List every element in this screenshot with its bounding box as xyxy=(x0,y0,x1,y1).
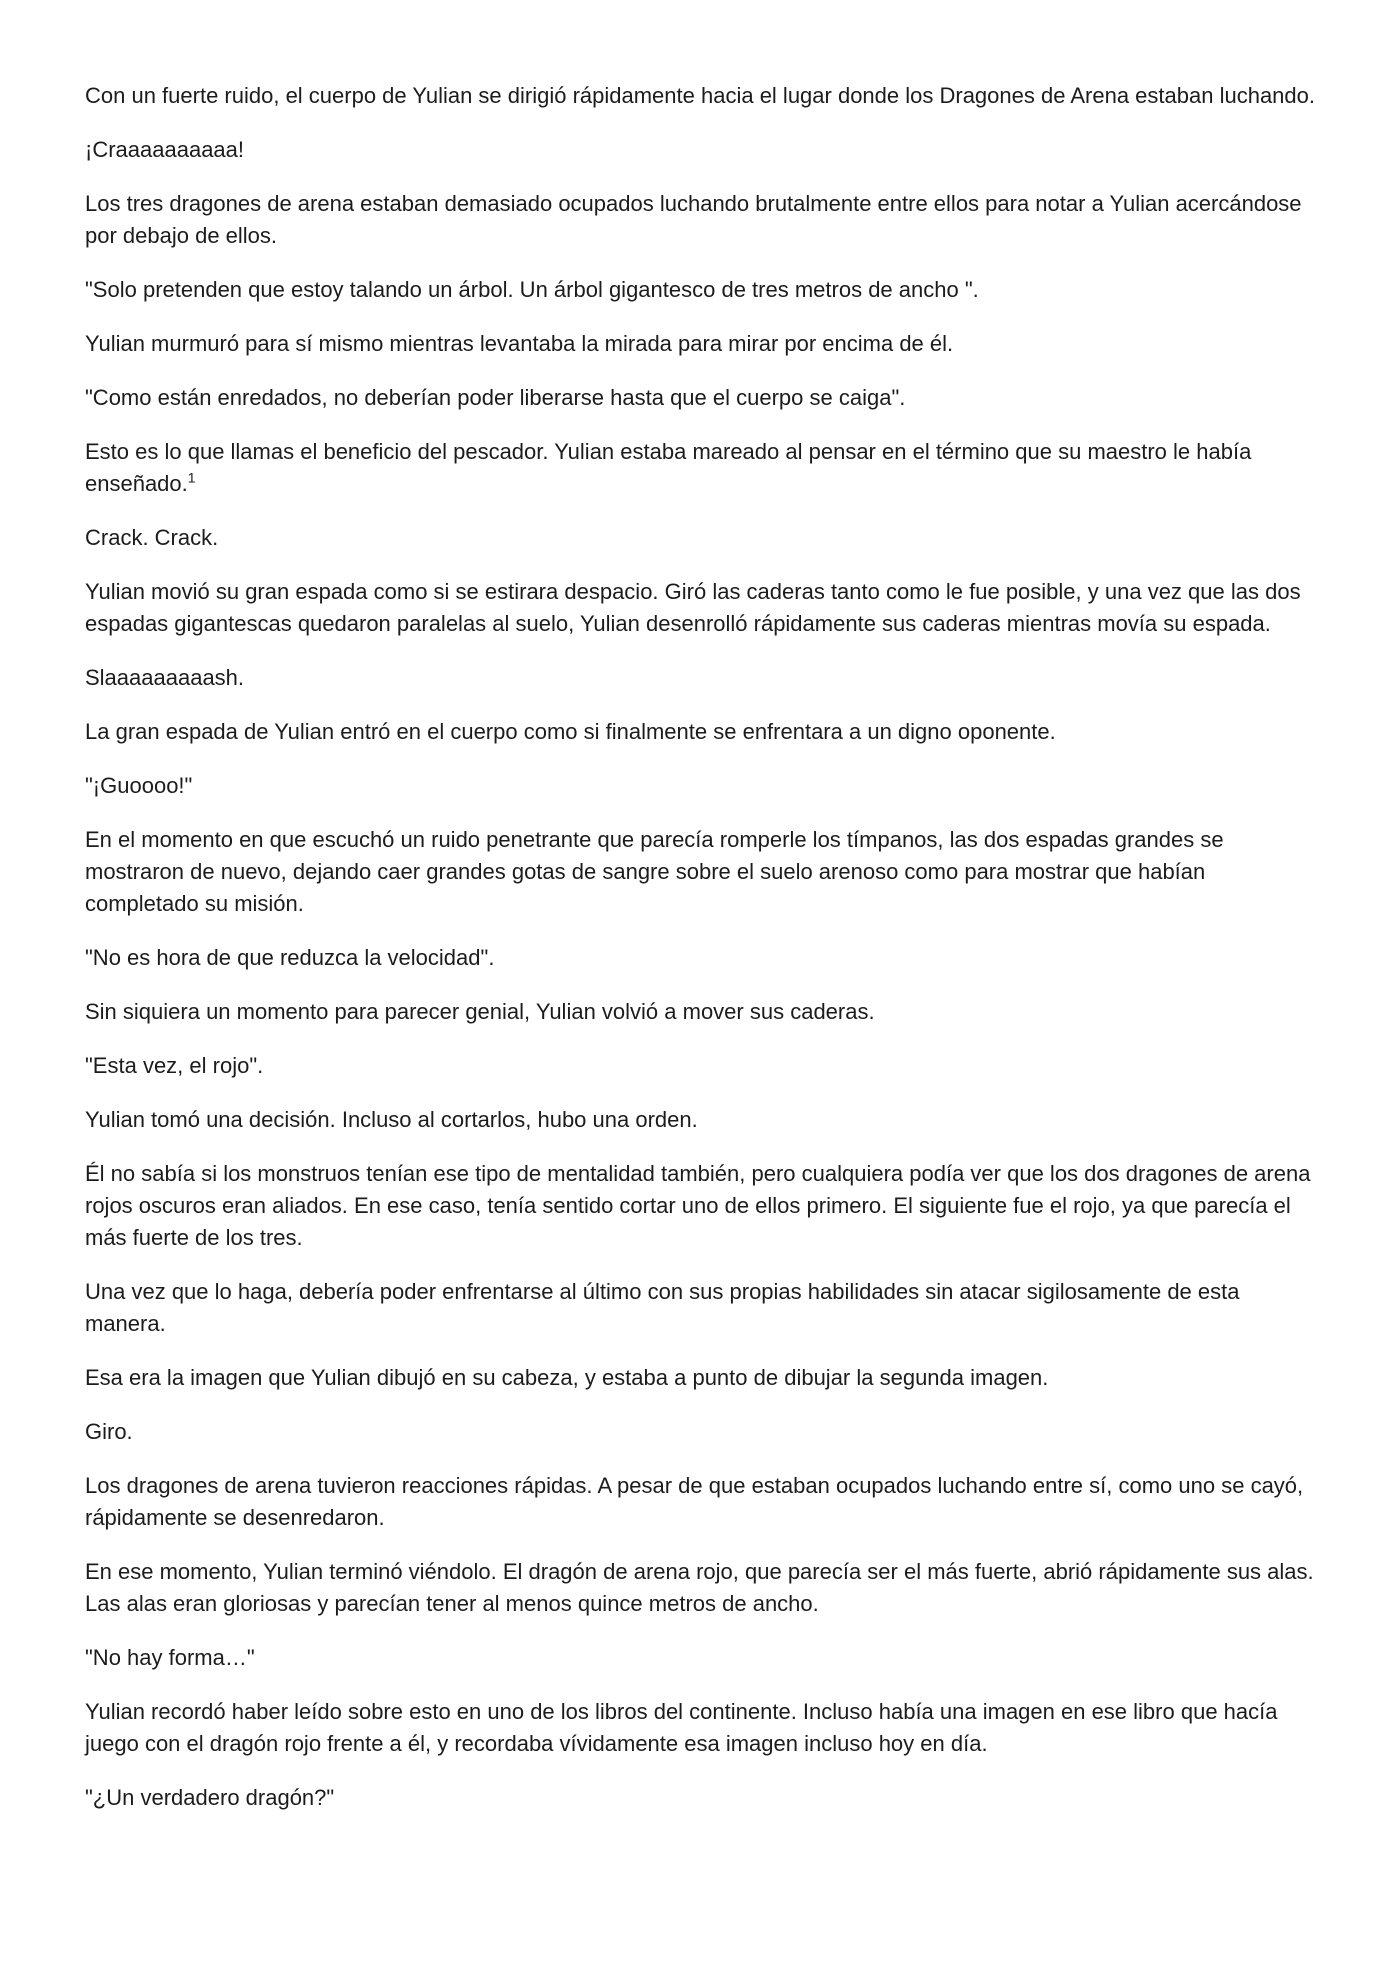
paragraph-14: "No es hora de que reduzca la velocidad". xyxy=(85,945,495,970)
paragraph-8: Crack. Crack. xyxy=(85,525,219,550)
paragraph-13: En el momento en que escuchó un ruido penetrante que parecía romperle los tímpanos, las dos espadas grandes se mostraron de nuevo, dejando caer grandes gotas de sangre sobre el suelo arenoso como para mostrar que habían completado su misión. xyxy=(85,827,1224,916)
paragraph-3: Los tres dragones de arena estaban demasiado ocupados luchando brutalmente entre ellos para notar a Yulian acercándose por debajo de ellos. xyxy=(85,191,1302,248)
paragraph-23: En ese momento, Yulian terminó viéndolo. El dragón de arena rojo, que parecía ser el más fuerte, abrió rápidamente sus alas. Las alas eran gloriosas y parecían tener al menos quince metros de ancho. xyxy=(85,1559,1314,1616)
paragraph-1: Con un fuerte ruido, el cuerpo de Yulian se dirigió rápidamente hacia el lugar donde los Dragones de Arena estaban luchando. xyxy=(85,83,1315,108)
paragraph-15: Sin siquiera un momento para parecer genial, Yulian volvió a mover sus caderas. xyxy=(85,999,875,1024)
document-page xyxy=(85,80,1325,1836)
paragraph-22: Los dragones de arena tuvieron reacciones rápidas. A pesar de que estaban ocupados luchando entre sí, como uno se cayó, rápidamente se desenredaron. xyxy=(85,1473,1304,1530)
paragraph-16: "Esta vez, el rojo". xyxy=(85,1053,264,1078)
paragraph-4: "Solo pretenden que estoy talando un árbol. Un árbol gigantesco de tres metros de ancho ". xyxy=(85,277,979,302)
paragraph-20: Esa era la imagen que Yulian dibujó en su cabeza, y estaba a punto de dibujar la segunda imagen. xyxy=(85,1365,1049,1390)
paragraph-5: Yulian murmuró para sí mismo mientras levantaba la mirada para mirar por encima de él. xyxy=(85,331,954,356)
paragraph-24: "No hay forma…" xyxy=(85,1645,255,1670)
paragraph-17: Yulian tomó una decisión. Incluso al cortarlos, hubo una orden. xyxy=(85,1107,698,1132)
paragraph-7 xyxy=(85,436,1325,500)
paragraph-9: Yulian movió su gran espada como si se estirara despacio. Giró las caderas tanto como le fue posible, y una vez que las dos espadas gigantescas quedaron paralelas al suelo, Yulian desenrolló rápidamente sus caderas mientras movía su espada. xyxy=(85,579,1301,636)
paragraph-11: La gran espada de Yulian entró en el cuerpo como si finalmente se enfrentara a un digno oponente. xyxy=(85,719,1056,744)
paragraph-25: Yulian recordó haber leído sobre esto en uno de los libros del continente. Incluso había una imagen en ese libro que hacía juego con el dragón rojo frente a él, y recordaba vívidamente esa imagen incluso hoy en día. xyxy=(85,1699,1278,1756)
footnote-reference: 1 xyxy=(187,469,196,486)
paragraph-12: "¡Guoooo!" xyxy=(85,773,193,798)
paragraph-21: Giro. xyxy=(85,1419,133,1444)
paragraph-19: Una vez que lo haga, debería poder enfrentarse al último con sus propias habilidades sin atacar sigilosamente de esta manera. xyxy=(85,1279,1240,1336)
paragraph-2: ¡Craaaaaaaaaa! xyxy=(85,137,245,162)
paragraph-7-text: Esto es lo que llamas el beneficio del pescador. Yulian estaba mareado al pensar en el término que su maestro le había enseñado. xyxy=(85,439,1252,496)
paragraph-6: "Como están enredados, no deberían poder liberarse hasta que el cuerpo se caiga". xyxy=(85,385,906,410)
paragraph-10: Slaaaaaaaaash. xyxy=(85,665,245,690)
paragraph-18: Él no sabía si los monstruos tenían ese tipo de mentalidad también, pero cualquiera podía ver que los dos dragones de arena rojos oscuros eran aliados. En ese caso, tenía sentido cortar uno de ellos primero. El siguiente fue el rojo, ya que parecía el más fuerte de los tres. xyxy=(85,1161,1311,1250)
paragraph-26: "¿Un verdadero dragón?" xyxy=(85,1785,335,1810)
